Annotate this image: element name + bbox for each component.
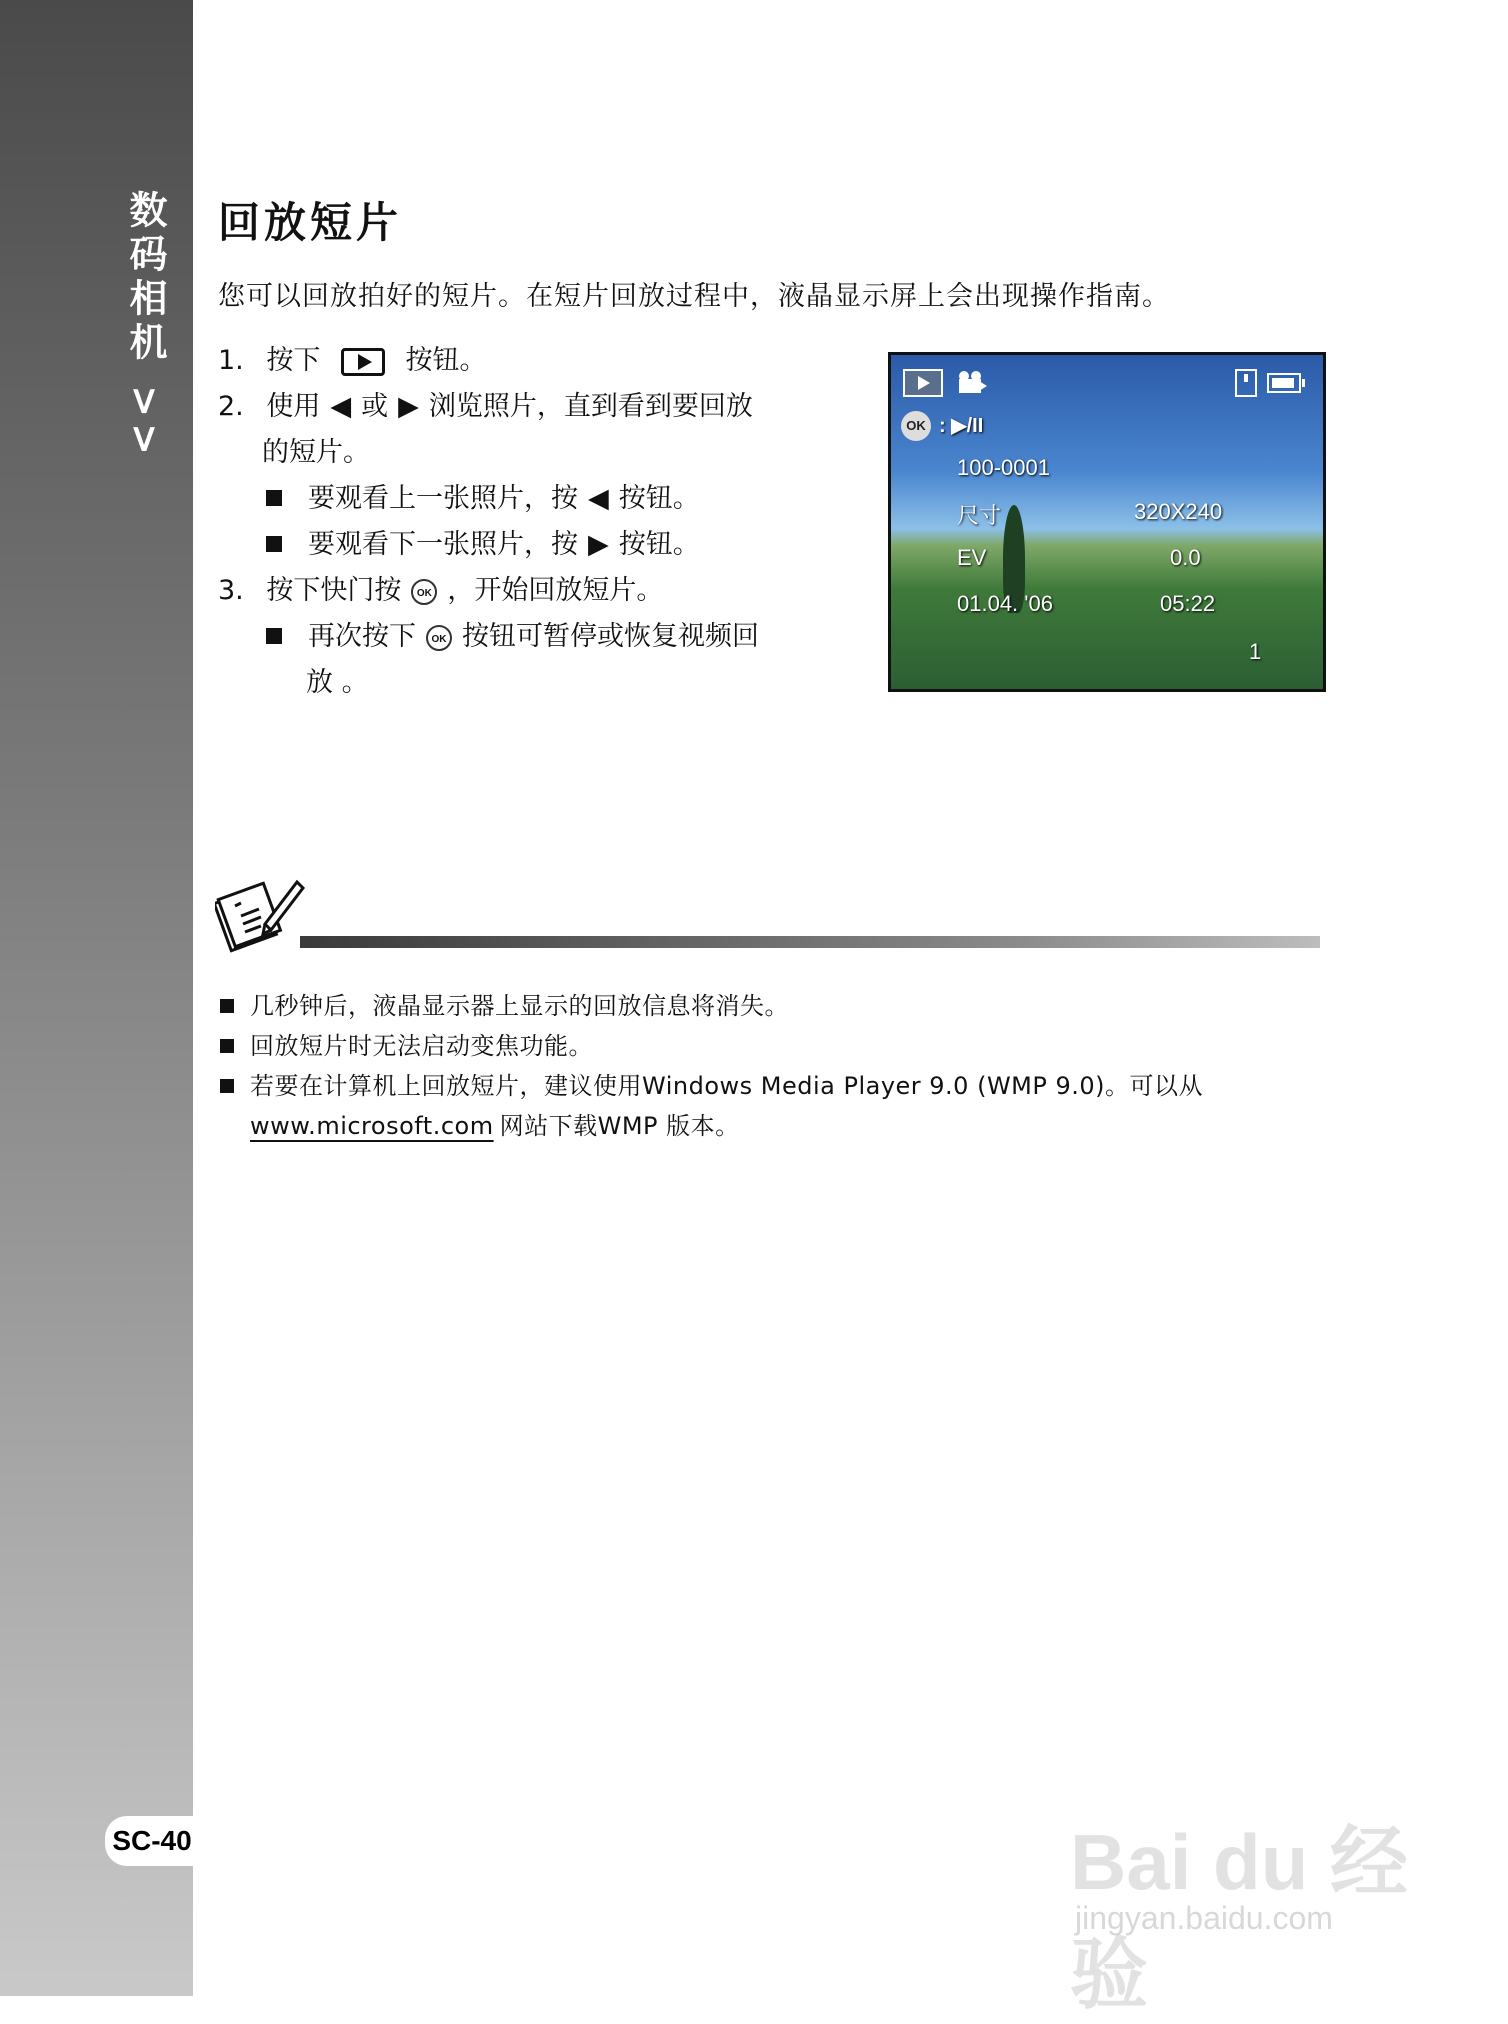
playback-mode-icon <box>903 369 943 397</box>
bullet-text: 放 。 <box>306 667 369 698</box>
right-arrow-icon: ▶ <box>588 529 609 560</box>
ev-label: EV <box>957 545 987 570</box>
bullet-text: 按钮。 <box>618 483 700 514</box>
step-text: 使用 <box>266 391 321 422</box>
ok-button-icon: OK <box>426 625 452 651</box>
bullet-text: 要观看下一张照片，按 <box>308 529 578 560</box>
bullet-square-icon <box>220 999 234 1013</box>
step-number: 2. <box>218 391 244 422</box>
lcd-screen-preview <box>888 352 1326 692</box>
step-number: 3. <box>218 575 244 606</box>
size-value: 320X240 <box>1134 499 1223 524</box>
bullet-previous <box>218 476 838 522</box>
left-arrow-icon: ◀ <box>588 483 609 514</box>
bullet-pause <box>218 614 838 660</box>
step-2-continued <box>218 430 838 476</box>
step-text: 的短片。 <box>262 437 370 468</box>
note-item <box>218 986 1328 1026</box>
step-3 <box>218 568 838 614</box>
file-number: 100-0001 <box>957 455 1050 480</box>
note-text: 回放短片时无法启动变焦功能。 <box>250 1032 593 1060</box>
memory-card-icon <box>1235 369 1257 397</box>
note-item <box>218 1026 1328 1066</box>
notepad-pencil-icon <box>215 868 307 960</box>
ok-button-icon: OK <box>411 579 437 605</box>
left-arrow-icon: ◀ <box>330 391 352 422</box>
watermark-url: jingyan.baidu.com <box>1075 1900 1333 1936</box>
bullet-text: 按钮。 <box>618 529 700 560</box>
note-divider <box>300 936 1320 948</box>
ok-action: : ▶/II <box>939 415 984 437</box>
baidu-watermark <box>1070 1760 1410 2018</box>
step-list <box>218 338 838 706</box>
step-text: 按钮。 <box>405 345 487 376</box>
section-title: 数码相机 >> <box>123 190 167 461</box>
note-text: 若要在计算机上回放短片，建议使用Windows Media Player 9.0 (WMP 9.0)。可以从 <box>250 1072 1204 1100</box>
size-label: 尺寸 <box>957 503 1002 528</box>
step-text: 按下 <box>266 345 321 376</box>
notes-list <box>218 986 1328 1146</box>
bullet-pause-continued <box>218 660 838 706</box>
note-text: 网站下载WMP 版本。 <box>499 1112 740 1140</box>
page-number: SC-40 <box>105 1816 199 1866</box>
step-text: ，开始回放短片。 <box>447 575 664 606</box>
ev-value: 0.0 <box>1170 545 1201 570</box>
bullet-square-icon <box>266 536 282 552</box>
microsoft-link[interactable]: www.microsoft.com <box>250 1112 494 1140</box>
right-arrow-icon: ▶ <box>398 391 419 422</box>
step-1 <box>218 338 838 384</box>
bullet-text: 再次按下 <box>308 621 416 652</box>
playback-button-icon <box>341 348 385 376</box>
sidebar <box>0 0 193 1996</box>
intro-text: 您可以回放拍好的短片。在短片回放过程中，液晶显示屏上会出现操作指南。 <box>218 281 1170 312</box>
watermark-brand: Bai du 经验 <box>1070 1818 1409 2018</box>
bullet-square-icon <box>266 628 282 644</box>
step-text: 浏览照片，直到看到要回放 <box>428 391 753 422</box>
step-2 <box>218 384 838 430</box>
time: 05:22 <box>1160 591 1216 616</box>
note-item <box>218 1066 1328 1146</box>
bullet-square-icon <box>266 490 282 506</box>
note-text: 几秒钟后，液晶显示器上显示的回放信息将消失。 <box>250 992 789 1020</box>
step-text: 按下快门按 <box>266 575 402 606</box>
bullet-text: 要观看上一张照片，按 <box>308 483 578 514</box>
bullet-square-icon <box>220 1039 234 1053</box>
bullet-text: 按钮可暂停或恢复视频回 <box>462 621 759 652</box>
page-title: 回放短片 <box>218 198 403 247</box>
battery-icon <box>1267 373 1301 393</box>
count: 1 <box>1249 639 1262 664</box>
bullet-next <box>218 522 838 568</box>
bullet-square-icon <box>220 1079 234 1093</box>
step-number: 1. <box>218 345 244 376</box>
movie-camera-icon <box>955 371 987 395</box>
step-text: 或 <box>361 391 389 422</box>
date: 01.04. '06 <box>957 591 1053 616</box>
ok-icon: OK <box>901 411 931 441</box>
